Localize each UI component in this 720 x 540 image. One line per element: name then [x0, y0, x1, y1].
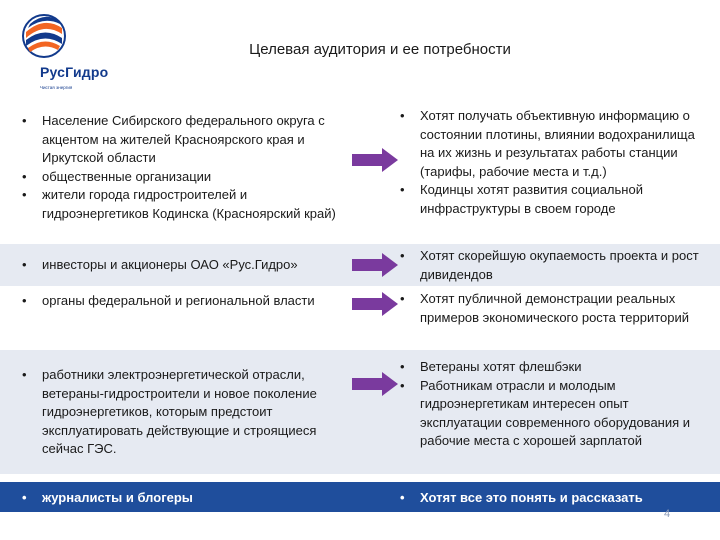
needs-list [400, 358, 705, 451]
audience-row-population [0, 104, 720, 244]
arrow-right-icon [352, 148, 398, 172]
rushydro-logo [14, 8, 114, 98]
audience-list [22, 489, 352, 508]
needs-list [400, 247, 705, 284]
list-item: • Ветераны хотят флешбэки [400, 359, 582, 374]
audience-row-journalists [0, 482, 720, 512]
brand-tagline: Чистая энергия [40, 85, 73, 90]
list-item: • работники электроэнергетической отрасли, ветераны-гидростроители и новое поколение гидроэнергетиков, которым предстоит эксплуатировать действующие и строящиеся сейчас ГЭС. [22, 367, 317, 457]
list-item: • Хотят все это понять и рассказать [400, 490, 643, 505]
needs-list [400, 290, 705, 327]
audience-row-investors [0, 244, 720, 286]
needs-list [400, 489, 705, 508]
list-item: • Хотят скорейшую окупаемость проекта и рост дивидендов [400, 248, 699, 282]
slide-title: Целевая аудитория и ее потребности [249, 41, 511, 58]
list-item: • органы федеральной и региональной власти [22, 293, 315, 308]
list-item: • Хотят публичной демонстрации реальных примеров экономического роста территорий [400, 291, 690, 325]
audience-list [22, 292, 352, 311]
list-item: • журналисты и блогеры [22, 490, 193, 505]
list-item: • инвесторы и акционеры ОАО «Рус.Гидро» [22, 257, 298, 272]
audience-list [22, 256, 352, 275]
rushydro-emblem-icon [20, 10, 68, 62]
audience-list [22, 112, 352, 224]
list-item: • Кодинцы хотят развития социальной инфраструктуры в своем городе [400, 182, 643, 216]
audience-row-authorities [0, 286, 720, 346]
list-item: • общественные организации [22, 168, 212, 184]
brand-name: РусГидро [40, 64, 109, 80]
needs-list [400, 107, 705, 219]
page-number: 4 [664, 508, 671, 520]
arrow-right-icon [352, 253, 398, 277]
list-item: • Хотят получать объективную информацию о состоянии плотины, влиянии водохранилища на их жизнь и результатах работы станции (тарифы, рабочие места и т.д.) [400, 108, 695, 179]
audience-list [22, 366, 352, 459]
list-item: • Население Сибирского федерального округа с акцентом на жителей Красноярского края и Иркутской области [22, 113, 325, 166]
audience-row-industry-workers [0, 350, 720, 474]
arrow-right-icon [352, 292, 398, 316]
list-item: • Работникам отрасли и молодым гидроэнергетикам интересен опыт эксплуатации современного оборудования и рабочие места с хорошей зарплатой [400, 377, 691, 449]
list-item: • жители города гидростроителей и гидроэнергетиков Кодинска (Красноярский край) [22, 187, 336, 221]
arrow-right-icon [352, 372, 398, 396]
